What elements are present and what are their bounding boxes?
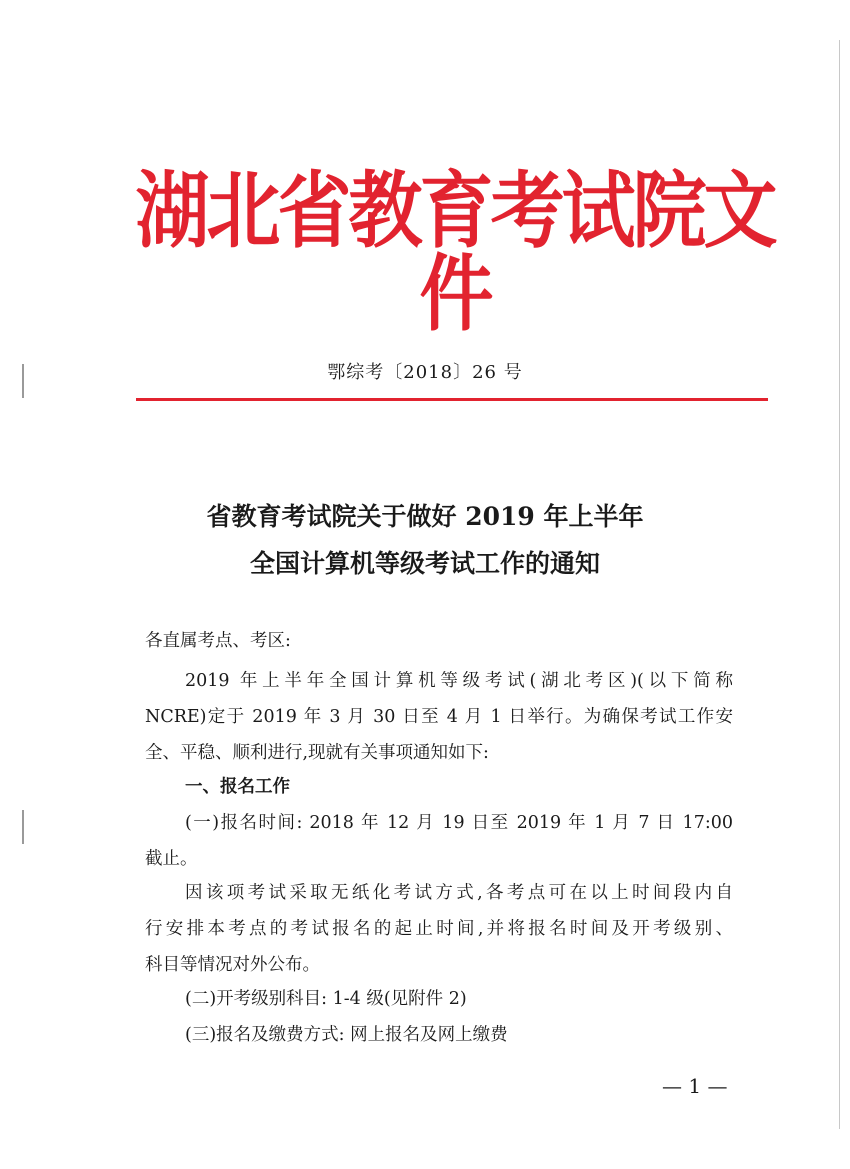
section-1-heading: 一、报名工作 [185,777,290,797]
page-number: — 1 — [662,1074,728,1098]
paragraph-2-line-3: 科目等情况对外公布。 [145,955,320,975]
header-red-rule [136,398,768,401]
scan-edge-line [839,40,840,1129]
item-1-line-2: 截止。 [145,849,198,869]
intro-line-3: 全、平稳、顺利进行,现就有关事项通知如下: [145,743,489,763]
document-header-title: 湖北省教育考试院文件 [135,163,775,343]
notice-title-line-1: 省教育考试院关于做好 2019 年上半年 [206,502,644,531]
paragraph-2-line-2: 行安排本考点的考试报名的起止时间,并将报名时间及开考级别、 [145,919,733,939]
intro-line-1: 2019 年上半年全国计算机等级考试(湖北考区)(以下简称 [185,671,733,691]
item-3: (三)报名及缴费方式: 网上报名及网上缴费 [185,1025,508,1045]
intro-line-2: NCRE)定于 2019 年 3 月 30 日至 4 月 1 日举行。为确保考试工作安 [145,707,733,727]
paragraph-2-line-1: 因该项考试采取无纸化考试方式,各考点可在以上时间段内自 [185,883,733,903]
item-2: (二)开考级别科目: 1-4 级(见附件 2) [185,989,467,1009]
notice-title-line-2: 全国计算机等级考试工作的通知 [249,549,600,578]
salutation: 各直属考点、考区: [145,631,291,651]
document-number: 鄂综考〔2018〕26 号 [327,362,523,383]
item-1-line-1: (一)报名时间: 2018 年 12 月 19 日至 2019 年 1 月 7 日 17:00 [185,813,733,833]
scan-mark [22,810,24,844]
